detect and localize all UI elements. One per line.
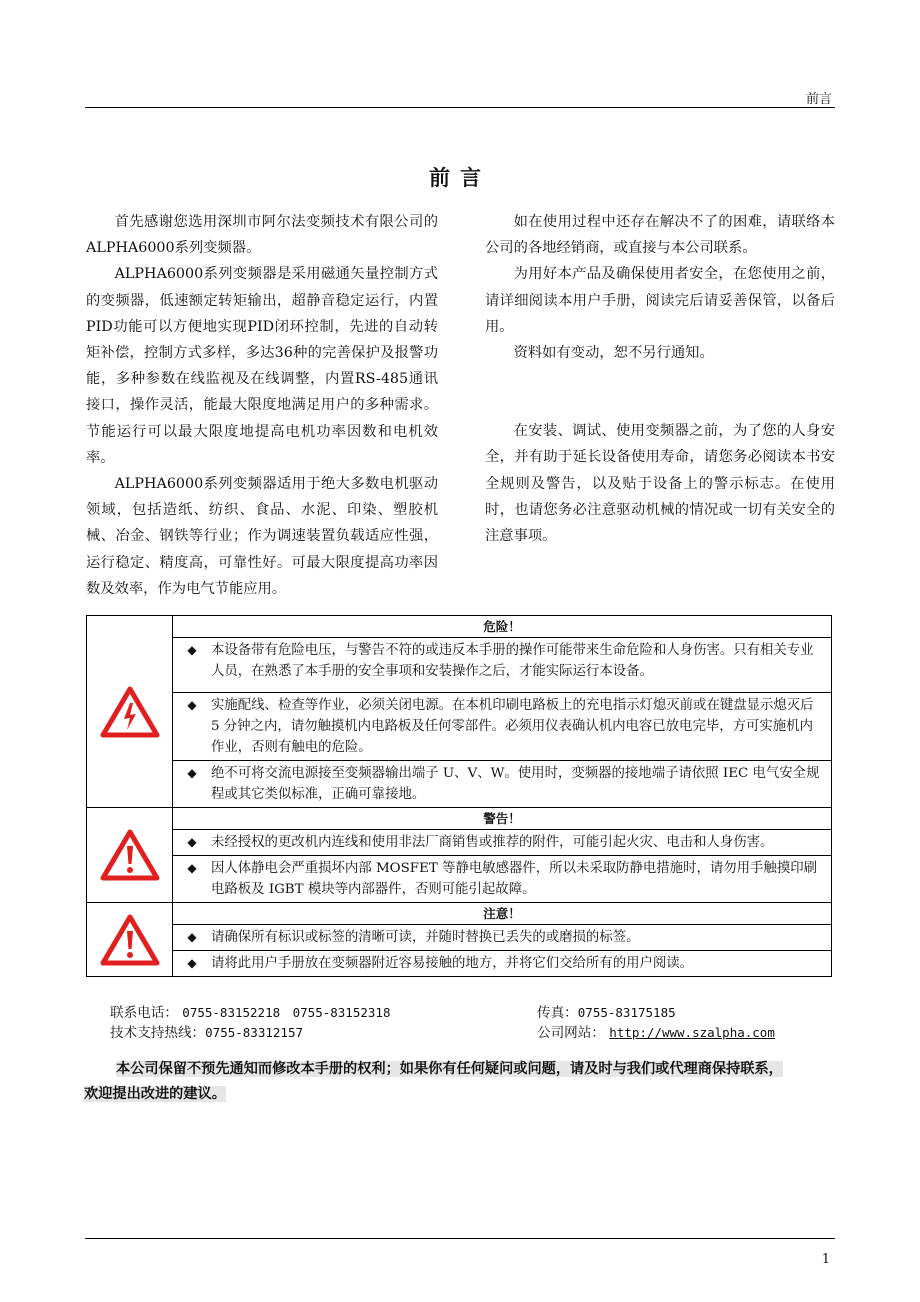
fax-value: 0755-83175185	[577, 1005, 676, 1020]
website-label: 公司网站：	[537, 1025, 605, 1041]
safety-table	[86, 615, 832, 977]
warning-item-text: 因人体静电会严重损坏内部 MOSFET 等静电敏感器件，所以未采取防静电措施时，请勿用手触摸印刷电路板及 IGBT 模块等内部器件，否则可能引起故障。	[211, 861, 817, 897]
footer-rule	[85, 1238, 835, 1239]
rights-notice-line1: 本公司保留不预先通知而修改本手册的权利；如果你有任何疑问或问题，请及时与我们或代理商保持联系，	[116, 1061, 783, 1077]
hotline-value: 0755-83312157	[205, 1025, 303, 1040]
warning-title: 警告！	[173, 808, 832, 830]
header-rule	[85, 107, 835, 108]
caution-item	[173, 925, 832, 951]
danger-item	[173, 693, 832, 761]
page-number: 1	[821, 1252, 830, 1267]
caution-item-text: 请将此用户手册放在变频器附近容易接触的地方，并将它们交给所有的用户阅读。	[211, 956, 694, 971]
rights-notice	[84, 1057, 836, 1107]
fax-label: 传真：	[537, 1005, 578, 1021]
diamond-bullet-icon: ◆	[187, 643, 197, 657]
warning-item	[173, 856, 832, 903]
change-notice-paragraph: 资料如有变动，恕不另行通知。	[513, 345, 714, 362]
electric-hazard-icon	[100, 686, 160, 738]
hotline-label: 技术支持热线：	[110, 1025, 206, 1041]
diamond-bullet-icon: ◆	[187, 835, 197, 849]
left-column	[86, 209, 438, 602]
warning-item	[173, 830, 832, 856]
intro-paragraph: 首先感谢您选用深圳市阿尔法变频技术有限公司的ALPHA6000系列变频器。	[86, 214, 438, 257]
caution-icon-cell	[87, 903, 173, 977]
diamond-bullet-icon: ◆	[187, 766, 197, 780]
safety-intro-paragraph: 在安装、调试、使用变频器之前，为了您的人身安全，并有助于延长设备使用寿命，请您务必阅读本书安全规则及警告，以及贴于设备上的警示标志。在使用时，也请您务必注意驱动机械的情况或一切有关安全的注意事项。	[485, 423, 835, 545]
features-paragraph: ALPHA6000系列变频器是采用磁通矢量控制方式的变频器，低速额定转矩输出，超静音稳定运行，内置PID功能可以方便地实现PID闭环控制，先进的自动转矩补偿，控制方式多样，多达36种的完善保护及报警功能，多种参数在线监视及在线调整，内置RS-485通讯接口，操作灵活，能最大限度地满足用户的多种需求。节能运行可以最大限度地提高电机功率因数和电机效率。	[86, 266, 438, 466]
header-section-label: 前言	[805, 92, 832, 107]
website-link[interactable]: http://www.szalpha.com	[609, 1025, 775, 1040]
danger-item-text: 实施配线、检查等作业，必须关闭电源。在本机印刷电路板上的充电指示灯熄灭前或在键盘显示熄灭后 5 分钟之内，请勿触摸机内电路板及任何零部件。必须用仪表确认机内电容已放电完毕，方可实施机内作业，否则有触电的危险。	[211, 698, 814, 755]
rights-notice-line2: 欢迎提出改进的建议。	[84, 1086, 226, 1102]
warning-item-text: 未经授权的更改机内连线和使用非法厂商销售或推荐的附件，可能引起火灾、电击和人身伤害。	[211, 835, 774, 850]
exclamation-warning-icon	[100, 914, 160, 966]
diamond-bullet-icon: ◆	[187, 956, 197, 970]
caution-title: 注意！	[173, 903, 832, 925]
fax-line	[537, 1002, 676, 1024]
phone-label: 联系电话：	[110, 1005, 178, 1021]
diamond-bullet-icon: ◆	[187, 930, 197, 944]
danger-item	[173, 638, 832, 693]
danger-item	[173, 761, 832, 808]
support-paragraph: 如在使用过程中还存在解决不了的困难，请联络本公司的各地经销商，或直接与本公司联系。	[485, 214, 835, 257]
caution-item	[173, 951, 832, 977]
right-column	[485, 209, 835, 549]
website-line	[537, 1022, 775, 1044]
danger-item-text: 绝不可将交流电源接至变频器输出端子 U、V、W。使用时，变频器的接地端子请依照 IEC 电气安全规程或其它类似标准，正确可靠接地。	[211, 766, 820, 802]
caution-item-text: 请确保所有标识或标签的清晰可读，并随时替换已丢失的或磨损的标签。	[211, 930, 640, 945]
applications-paragraph: ALPHA6000系列变频器适用于绝大多数电机驱动领域，包括造纸、纺织、食品、水泥、印染、塑胶机械、冶金、钢铁等行业；作为调速装置负载适应性强，运行稳定、精度高，可靠性好。可最大限度提高功率因数及效率，作为电气节能应用。	[86, 476, 438, 597]
danger-item-text: 本设备带有危险电压，与警告不符的或违反本手册的操作可能带来生命危险和人身伤害。只有相关专业人员，在熟悉了本手册的安全事项和安装操作之后，才能实际运行本设备。	[211, 643, 814, 679]
diamond-bullet-icon: ◆	[187, 861, 197, 875]
exclamation-warning-icon	[100, 829, 160, 881]
danger-title: 危险！	[173, 616, 832, 638]
diamond-bullet-icon: ◆	[187, 698, 197, 712]
warning-icon-cell	[87, 808, 173, 903]
page-title: 前言	[429, 165, 491, 190]
danger-icon-cell	[87, 616, 173, 808]
read-manual-paragraph: 为用好本产品及确保使用者安全，在您使用之前，请详细阅读本用户手册，阅读完后请妥善保管，以备后用。	[485, 266, 835, 335]
phone-values: 0755-83152218 0755-83152318	[182, 1005, 391, 1020]
phone-line	[110, 1002, 390, 1024]
hotline-line	[110, 1022, 303, 1044]
